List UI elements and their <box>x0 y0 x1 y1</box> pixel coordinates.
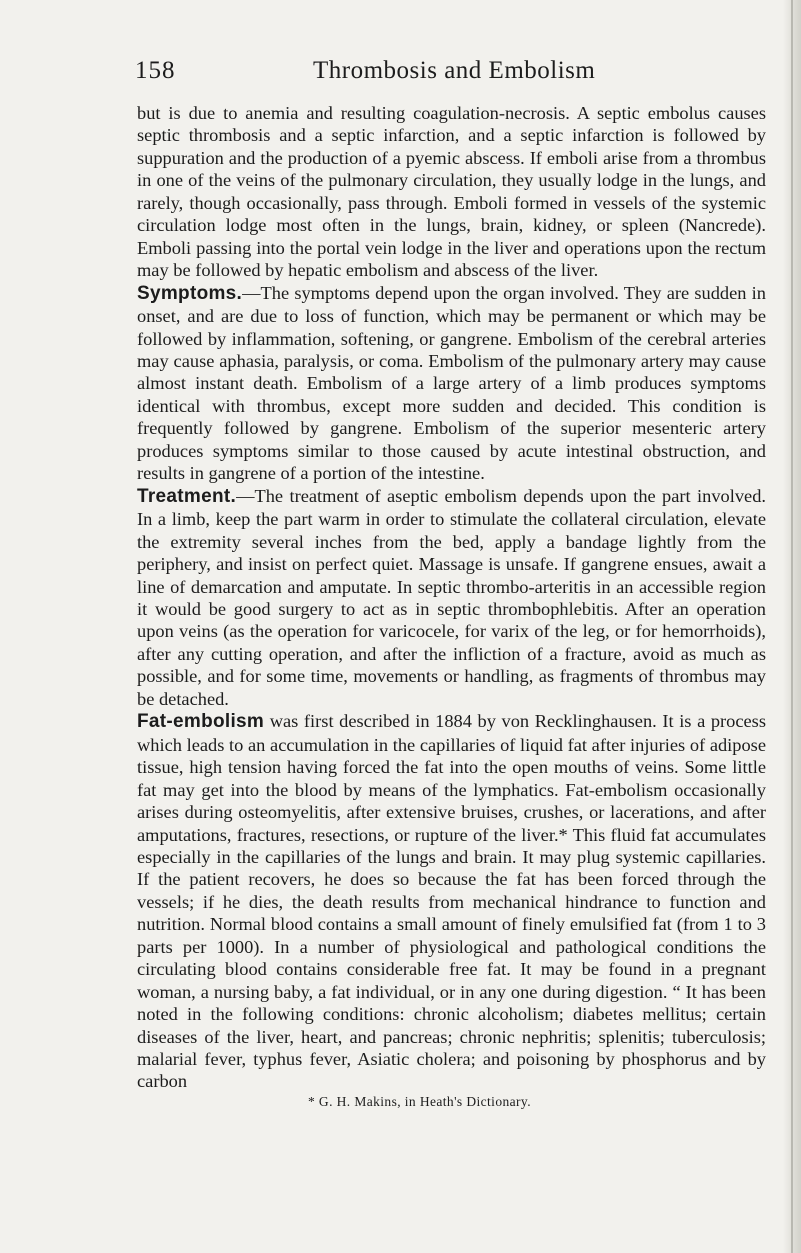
running-header <box>135 55 775 91</box>
page-edge-line <box>791 0 793 1253</box>
paragraph-text: —The treatment of aseptic embolism depends upon the part involved. In a limb, keep the part warm in order to stimulate the collateral circulation, elevate the extremity several inches from the bed, apply a bandage lightly from the periphery, and insist on perfect quiet. Massage is unsafe. If gangrene ensues, await a line of demarcation and amputate. In septic thrombo-arteritis in an accessible region it would be good surgery to act as in septic thrombophlebitis. After an operation upon veins (as the operation for varicocele, for varix of the leg, or for hemorrhoids), after any cutting operation, and after the infliction of a fracture, avoid as much as possible, and for some time, movements or handling, as fragments of thrombus may be detached. <box>137 485 766 709</box>
paragraph-symptoms <box>137 282 766 485</box>
running-title: Thrombosis and Embolism <box>313 57 596 84</box>
paragraph-fat-embolism <box>137 710 766 1093</box>
section-heading-fat-embolism: Fat-embolism <box>137 711 265 733</box>
paragraph-text: was first described in 1884 by von Recklinghausen. It is a process which leads to an accumulation in the capillaries of liquid fat after injuries of adipose tissue, high tension having forced the fat into the open mouths of veins. Some little fat may get into the blood by means of the lymphatics. Fat-embolism occasionally arises during osteomyelitis, after extensive bruises, crushes, or lacerations, and after amputations, fractures, resections, or rupture of the liver.* This fluid fat accumulates especially in the capillaries of the lungs and brain. It may plug systemic capillaries. If the patient recovers, he does so because the fat has been forced through the vessels; if he dies, the death results from mechanical hindrance to function and nutrition. Normal blood contains a small amount of finely emulsified fat (from 1 to 3 parts per 1000). In a number of physiological and pathological conditions the circulating blood contains considerable free fat. It may be found in a pregnant woman, a nursing baby, a fat individual, or in any one during digestion. “ It has been noted in the following conditions: chronic alcoholism; diabetes mellitus; certain diseases of the liver, heart, and pancreas; chronic nephritis; splenitis; tuberculosis; malarial fever, typhus fever, Asiatic cholera; and poisoning by phosphorus and by carbon <box>137 711 766 1092</box>
section-heading-symptoms: Symptoms. <box>137 282 243 304</box>
paragraph-treatment <box>137 485 766 711</box>
paragraph-text: —The symptoms depend upon the organ involved. They are sudden in onset, and are due to loss of function, which may be permanent or which may be followed by inflammation, softening, or gangrene. Embolism of the cerebral arteries may cause aphasia, paralysis, or coma. Embolism of the pulmonary artery may cause almost instant death. Embolism of a large artery of a limb produces symptoms identical with thrombus, except more sudden and decided. This condition is frequently followed by gangrene. Embolism of the superior mesenteric artery produces symptoms similar to those caused by acute intestinal obstruction, and results in gangrene of a portion of the intestine. <box>137 282 766 484</box>
section-heading-treatment: Treatment. <box>137 485 237 507</box>
footnote: * G. H. Makins, in Heath's Dictionary. <box>308 1093 531 1109</box>
paragraph-text: but is due to anemia and resulting coagulation-necrosis. A septic embolus causes septic thrombosis and a septic infarction, and a septic infarction is followed by suppuration and the production of a pyemic abscess. If emboli arise from a thrombus in one of the veins of the pulmonary circulation, they usually lodge in the lungs, and rarely, though occasionally, pass through. Emboli formed in vessels of the systemic circulation lodge most often in the lungs, brain, kidney, or spleen (Nancrede). Emboli passing into the portal vein lodge in the liver and operations upon the rectum may be followed by hepatic embolism and abscess of the liver. <box>137 103 766 281</box>
paragraph-anemia <box>137 102 766 282</box>
page-number: 158 <box>135 57 176 84</box>
body-text <box>137 102 766 1110</box>
